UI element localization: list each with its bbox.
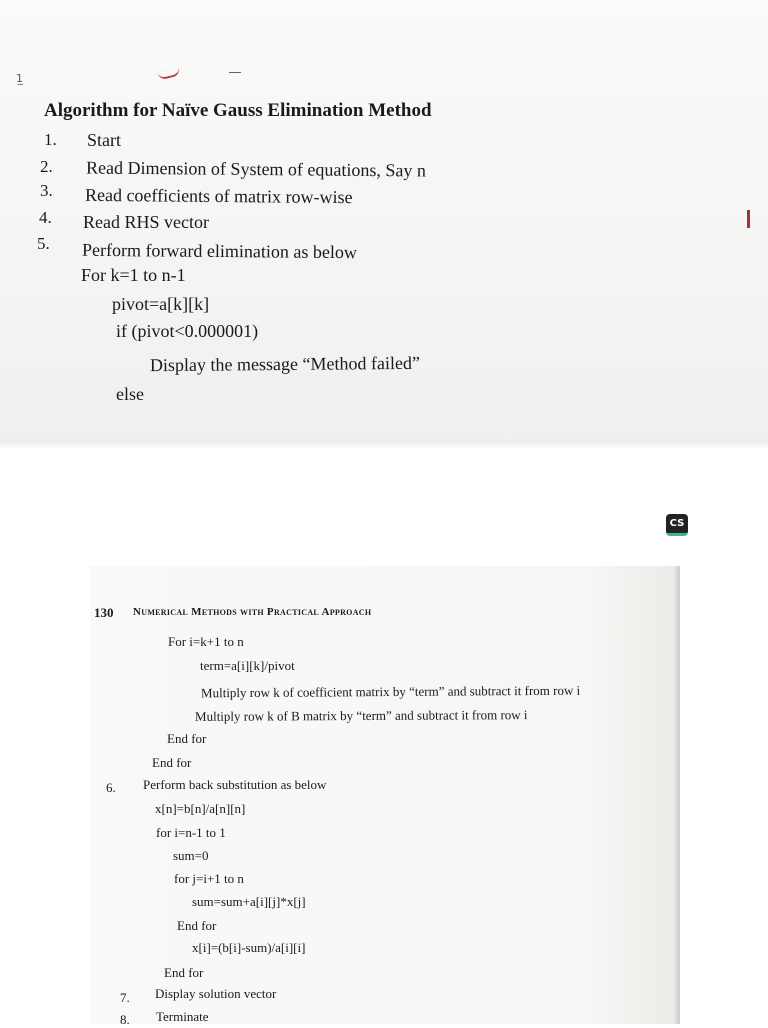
code-line: else: [116, 384, 144, 404]
page-corner-mark: 1̲: [16, 72, 23, 85]
code-line: x[n]=b[n]/a[n][n]: [155, 801, 246, 816]
step-number: 5.: [37, 234, 50, 253]
step-number: 1.: [44, 130, 57, 149]
code-line: if (pivot<0.000001): [116, 321, 259, 341]
page-top-edge-shadow: [0, 440, 768, 450]
step-text: Start: [87, 130, 121, 150]
code-line: End for: [167, 731, 207, 746]
step-number: 2.: [40, 157, 53, 176]
code-line: Display the message “Method failed”: [149, 352, 420, 376]
code-line: Perform back substitution as below: [143, 777, 327, 792]
code-line: term=a[i][k]/pivot: [200, 658, 295, 673]
running-header: Numerical Methods with Practical Approach: [133, 606, 372, 618]
step-text: Read Dimension of System of equations, Say n: [85, 157, 427, 181]
code-line: x[i]=(b[i]-sum)/a[i][i]: [192, 940, 306, 955]
page-bottom-edge: [674, 566, 680, 1024]
step-number: 4.: [39, 208, 52, 227]
dash-mark: [229, 72, 241, 73]
step-text: Read RHS vector: [83, 212, 209, 232]
code-line: For k=1 to n-1: [81, 265, 186, 285]
code-line: Multiply row k of coefficient matrix by “term” and subtract it from row i: [200, 682, 581, 701]
code-line: For i=k+1 to n: [168, 634, 244, 649]
code-line: sum=sum+a[i][j]*x[j]: [192, 894, 306, 909]
code-line: End for: [164, 965, 204, 980]
code-line: for i=n-1 to 1: [156, 825, 226, 840]
code-line: Terminate: [156, 1009, 209, 1024]
code-line: Multiply row k of B matrix by “term” and subtract it from row i: [194, 707, 528, 724]
step-text: Read coefficients of matrix row-wise: [84, 184, 353, 208]
code-line: Display solution vector: [155, 986, 277, 1001]
page-number: 130: [94, 605, 114, 620]
code-line: End for: [177, 918, 217, 933]
code-line: pivot=a[k][k]: [112, 294, 210, 314]
camscanner-logo: CS: [666, 514, 688, 536]
red-margin-mark: [747, 210, 750, 228]
algorithm-title: Algorithm for Naïve Gauss Elimination Method: [44, 100, 432, 121]
step-text: Perform forward elimination as below: [81, 239, 358, 263]
code-line: sum=0: [173, 848, 209, 863]
step-number: 6.: [106, 780, 116, 795]
code-line: for j=i+1 to n: [174, 871, 244, 886]
step-number: 7.: [120, 990, 130, 1005]
step-number: 3.: [40, 181, 53, 200]
step-number: 8.: [120, 1012, 130, 1027]
code-line: End for: [152, 755, 192, 770]
